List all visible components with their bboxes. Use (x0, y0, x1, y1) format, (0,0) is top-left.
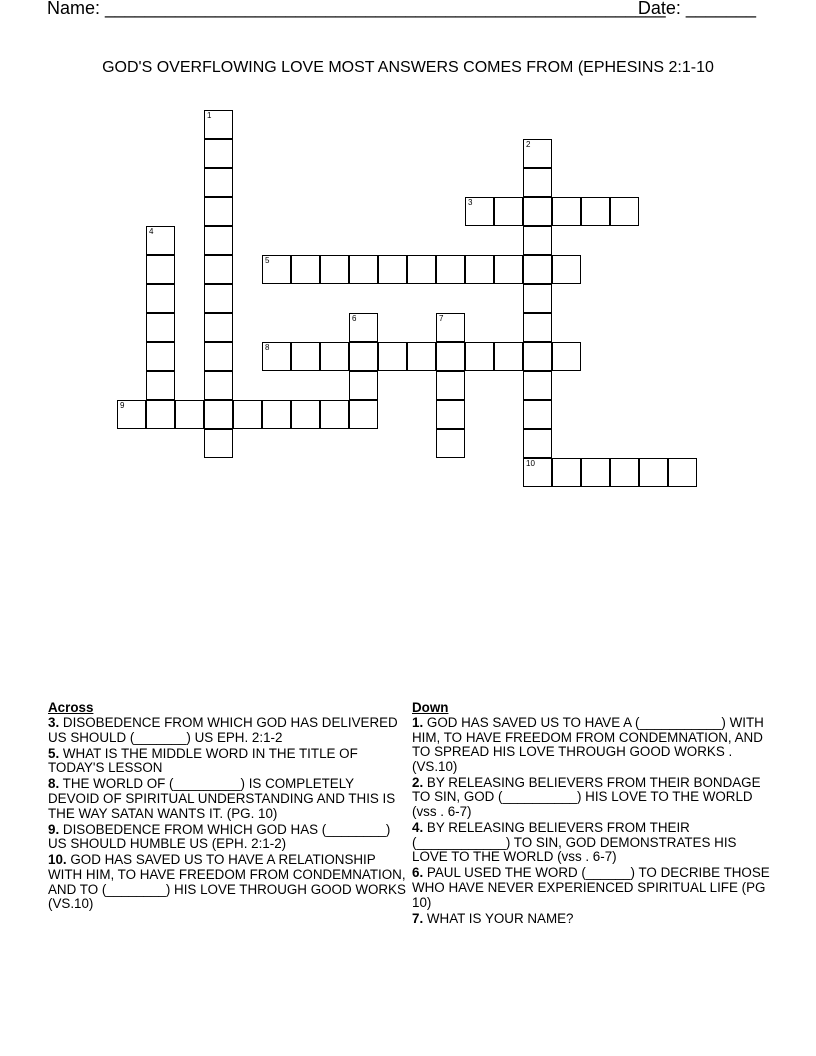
grid-cell[interactable] (204, 429, 233, 458)
cell-number: 7 (439, 314, 444, 323)
clue-across-8: 8. THE WORLD OF (_________) IS COMPLETELY DEVOID OF SPIRITUAL UNDERSTANDING AND THIS IS THE WAY SATAN WANTS IT. (PG. 10) (48, 776, 396, 821)
grid-cell[interactable] (523, 458, 552, 487)
clue-across-5: 5. WHAT IS THE MIDDLE WORD IN THE TITLE OF TODAY'S LESSON (48, 745, 358, 776)
grid-cell[interactable] (610, 197, 639, 226)
grid-cell[interactable] (523, 342, 552, 371)
date-field[interactable]: Date: _______ (637, 0, 756, 18)
grid-cell[interactable] (378, 342, 407, 371)
grid-cell[interactable] (465, 342, 494, 371)
grid-cell[interactable] (436, 371, 465, 400)
grid-cell[interactable] (668, 458, 697, 487)
grid-cell[interactable] (523, 255, 552, 284)
grid-cell[interactable] (204, 313, 233, 342)
grid-cell[interactable] (233, 400, 262, 429)
grid-cell[interactable] (146, 400, 175, 429)
clue-across-9: 9. DISOBEDENCE FROM WHICH GOD HAS (________) US SHOULD HUMBLE US (EPH. 2:1-2) (48, 821, 391, 852)
grid-cell[interactable] (320, 400, 349, 429)
grid-cell[interactable] (204, 139, 233, 168)
grid-cell[interactable] (291, 342, 320, 371)
grid-cell[interactable] (349, 342, 378, 371)
grid-cell[interactable] (262, 342, 291, 371)
grid-cell[interactable] (523, 400, 552, 429)
clue-down-4: 4. BY RELEASING BELIEVERS FROM THEIR (____________) TO SIN, GOD DEMONSTRATES HIS LOVE TO THE WORLD (vss . 6-7) (412, 820, 737, 865)
cell-number: 1 (207, 111, 212, 120)
grid-cell[interactable] (291, 255, 320, 284)
grid-cell[interactable] (146, 255, 175, 284)
grid-cell[interactable] (378, 255, 407, 284)
puzzle-title: GOD'S OVERFLOWING LOVE MOST ANSWERS COMES FROM (EPHESINS 2:1-10 (102, 59, 714, 76)
grid-cell[interactable] (349, 255, 378, 284)
grid-cell[interactable] (436, 313, 465, 342)
grid-cell[interactable] (204, 168, 233, 197)
grid-cell[interactable] (407, 342, 436, 371)
grid-cell[interactable] (465, 197, 494, 226)
grid-cell[interactable] (436, 429, 465, 458)
clue-down-2: 2. BY RELEASING BELIEVERS FROM THEIR BONDAGE TO SIN, GOD (__________) HIS LOVE TO THE WORLD (vss . 6-7) (412, 774, 761, 820)
cell-number: 9 (120, 401, 125, 410)
clue-down-6: 6. PAUL USED THE WORD (______) TO DECRIBE THOSE WHO HAVE NEVER EXPERIENCED SPIRITUAL LIFE (PG 10) (412, 865, 770, 910)
grid-cell[interactable] (146, 342, 175, 371)
grid-cell[interactable] (552, 342, 581, 371)
grid-cell[interactable] (523, 429, 552, 458)
grid-cell[interactable] (610, 458, 639, 487)
grid-cell[interactable] (349, 371, 378, 400)
clue-down-7: 7. WHAT IS YOUR NAME? (412, 910, 574, 926)
grid-cell[interactable] (494, 197, 523, 226)
grid-cell[interactable] (639, 458, 668, 487)
grid-cell[interactable] (291, 400, 320, 429)
grid-cell[interactable] (465, 255, 494, 284)
grid-cell[interactable] (204, 226, 233, 255)
crossword-grid (0, 0, 816, 520)
cell-number: 3 (468, 198, 473, 207)
grid-cell[interactable] (204, 110, 233, 139)
grid-cell[interactable] (581, 458, 610, 487)
grid-cell[interactable] (552, 197, 581, 226)
grid-cell[interactable] (436, 400, 465, 429)
grid-cell[interactable] (117, 400, 146, 429)
grid-cell[interactable] (523, 168, 552, 197)
grid-cell[interactable] (146, 226, 175, 255)
grid-cell[interactable] (523, 313, 552, 342)
cell-number: 8 (265, 343, 270, 352)
grid-cell[interactable] (146, 284, 175, 313)
grid-cell[interactable] (436, 342, 465, 371)
cell-number: 6 (352, 314, 357, 323)
grid-cell[interactable] (262, 255, 291, 284)
clue-across-3: 3. DISOBEDENCE FROM WHICH GOD HAS DELIVERED US SHOULD (_______) US EPH. 2:1-2 (48, 715, 398, 745)
grid-cell[interactable] (204, 371, 233, 400)
down-clues (412, 700, 772, 928)
cell-number: 5 (265, 256, 270, 265)
grid-cell[interactable] (204, 400, 233, 429)
clue-across-10: 10. GOD HAS SAVED US TO HAVE A RELATIONSHIP WITH HIM, TO HAVE FREEDOM FROM CONDEMNATION, AND TO (________) HIS LOVE THROUGH GOOD WORKS (VS.10) (48, 852, 406, 912)
clue-down-1: 1. GOD HAS SAVED US TO HAVE A (___________) WITH HIM, TO HAVE FREEDOM FROM CONDEMNATION, AND TO SPREAD HIS LOVE THROUGH GOOD WORKS . (VS.10) (412, 715, 764, 774)
grid-cell[interactable] (204, 284, 233, 313)
grid-cell[interactable] (349, 400, 378, 429)
name-field[interactable]: Name: ________________________________________________________ (47, 0, 666, 18)
grid-cell[interactable] (552, 255, 581, 284)
grid-cell[interactable] (349, 313, 378, 342)
grid-cell[interactable] (581, 197, 610, 226)
grid-cell[interactable] (436, 255, 465, 284)
grid-cell[interactable] (262, 400, 291, 429)
grid-cell[interactable] (552, 458, 581, 487)
grid-cell[interactable] (523, 226, 552, 255)
grid-cell[interactable] (204, 342, 233, 371)
grid-cell[interactable] (523, 139, 552, 168)
grid-cell[interactable] (523, 284, 552, 313)
cell-number: 10 (526, 459, 535, 468)
across-heading: Across (48, 700, 94, 715)
grid-cell[interactable] (494, 255, 523, 284)
grid-cell[interactable] (523, 197, 552, 226)
grid-cell[interactable] (320, 255, 349, 284)
down-heading: Down (412, 700, 449, 715)
grid-cell[interactable] (407, 255, 436, 284)
grid-cell[interactable] (204, 255, 233, 284)
cell-number: 2 (526, 140, 531, 149)
grid-cell[interactable] (175, 400, 204, 429)
grid-cell[interactable] (204, 197, 233, 226)
grid-cell[interactable] (320, 342, 349, 371)
grid-cell[interactable] (146, 371, 175, 400)
cell-number: 4 (149, 227, 154, 236)
grid-cell[interactable] (523, 371, 552, 400)
across-clues (48, 700, 408, 913)
grid-cell[interactable] (146, 313, 175, 342)
grid-cell[interactable] (494, 342, 523, 371)
